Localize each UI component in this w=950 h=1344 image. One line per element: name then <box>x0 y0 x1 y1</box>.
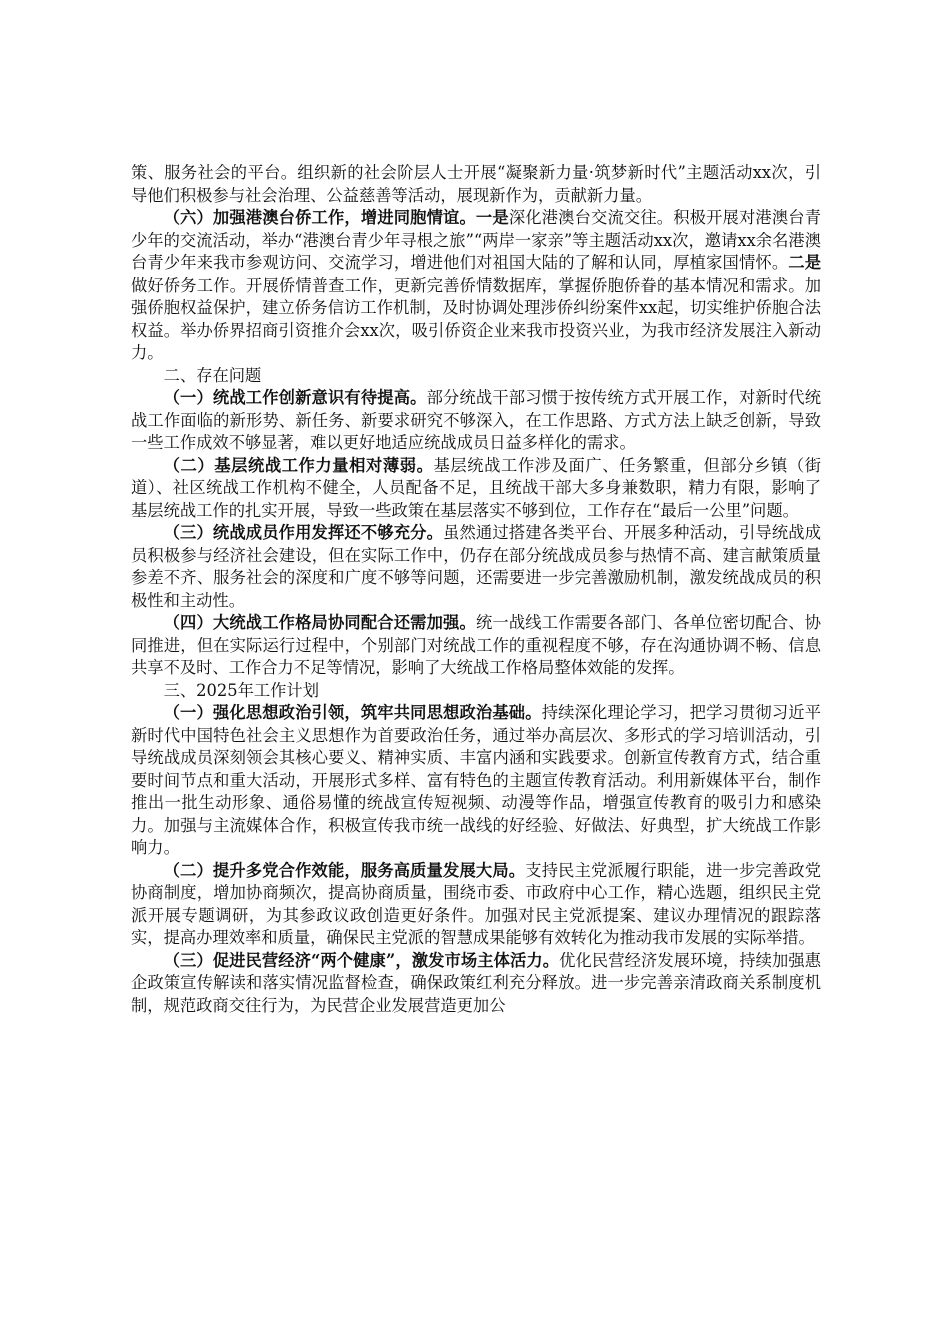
paragraph-text: 基层统战工作涉及面广、任务繁重，但部分乡镇（街道）、社区统战工作机构不健全，人员配备不足，且统战干部大多身兼数职，精力有限，影响了基层统战工作的扎实开展，导致一些政策在基层落实不够到位，工作存在“最后一公里”问题。 <box>131 455 821 520</box>
paragraph-text: 深化港澳台交流交往。积极开展对港澳台青少年的交流活动，举办“港澳台青少年寻根之旅”“两岸一家亲”等主题活动xx次，邀请xx余名港澳台青少年来我市参观访问、交流学习，增进他们对祖国大陆的了解和认同，厚植家国情怀。 <box>131 208 821 272</box>
paragraph-text: 策、服务社会的平台。组织新的社会阶层人士开展“凝聚新力量·筑梦新时代”主题活动xx次，引导他们积极参与社会治理、公益慈善等活动，展现新作为，贡献新力量。 <box>131 163 821 205</box>
paragraph-lead: （四）大统战工作格局协同配合还需加强。 <box>163 613 476 632</box>
paragraph-lead-2: 二是 <box>788 253 821 272</box>
section-heading-problems: 二、存在问题 <box>163 365 262 385</box>
section-heading-plan: 三、2025年工作计划 <box>163 680 319 700</box>
paragraph-text: 虽然通过搭建各类平台、开展多种活动，引导统战成员积极参与经济社会建设，但在实际工作中，仍存在部分统战成员参与热情不高、建言献策质量参差不齐、服务社会的深度和广度不够等问题，还需要进一步完善激励机制，激发统战成员的积极性和主动性。 <box>131 523 821 610</box>
paragraph-continuation <box>131 162 821 207</box>
paragraph-problem-1 <box>131 387 821 455</box>
paragraph-problem-2 <box>131 455 821 523</box>
paragraph-text-2: 做好侨务工作。开展侨情普查工作，更新完善侨情数据库，掌握侨胞侨眷的基本情况和需求。加强侨胞权益保护，建立侨务信访工作机制，及时协调处理涉侨纠纷案件xx起，切实维护侨胞合法权益。举办侨界招商引资推介会xx次，吸引侨资企业来我市投资兴业，为我市经济发展注入新动力。 <box>131 275 821 362</box>
paragraph-section-6 <box>131 207 821 365</box>
paragraph-plan-3 <box>131 950 821 1018</box>
paragraph-lead: （一）统战工作创新意识有待提高。 <box>163 388 427 407</box>
paragraph-plan-1 <box>131 702 821 860</box>
paragraph-lead: （三）统战成员作用发挥还不够充分。 <box>163 523 444 542</box>
paragraph-text: 持续深化理论学习，把学习贯彻习近平新时代中国特色社会主义思想作为首要政治任务，通过举办高层次、多形式的学习培训活动，引导统战成员深刻领会其核心要义、精神实质、丰富内涵和实践要求。创新宣传教育方式，结合重要时间节点和重大活动，开展形式多样、富有特色的主题宣传教育活动。利用新媒体平台，制作推出一批生动形象、通俗易懂的统战宣传短视频、动漫等作品，增强宣传教育的吸引力和感染力。加强与主流媒体合作，积极宣传我市统一战线的好经验、好做法、好典型，扩大统战工作影响力。 <box>131 703 821 857</box>
paragraph-lead: （二）提升多党合作效能，服务高质量发展大局。 <box>163 860 526 880</box>
paragraph-problem-3 <box>131 522 821 612</box>
paragraph-lead: （一）强化思想政治引领，筑牢共同思想政治基础。 <box>163 703 542 722</box>
paragraph-plan-2 <box>131 860 821 950</box>
paragraph-lead: （六）加强港澳台侨工作，增进同胞情谊。一是 <box>163 208 509 227</box>
paragraph-problem-4 <box>131 612 821 680</box>
paragraph-lead: （二）基层统战工作力量相对薄弱。 <box>163 455 434 475</box>
paragraph-text: 支持民主党派履行职能，进一步完善政党协商制度，增加协商频次，提高协商质量，围绕市委、市政府中心工作，精心选题，组织民主党派开展专题调研，为其参政议政创造更好条件。加强对民主党派提案、建议办理情况的跟踪落实，提高办理效率和质量，确保民主党派的智慧成果能够有效转化为推动我市发展的实际举措。 <box>131 860 821 947</box>
paragraph-text: 优化民营经济发展环境，持续加强惠企政策宣传解读和落实情况监督检查，确保政策红利充分释放。进一步完善亲清政商关系制度机制，规范政商交往行为，为民营企业发展营造更加公 <box>131 950 821 1015</box>
paragraph-text: 部分统战干部习惯于按传统方式开展工作，对新时代统战工作面临的新形势、新任务、新要求研究不够深入，在工作思路、方式方法上缺乏创新，导致一些工作成效不够显著，难以更好地适应统战成员日益多样化的需求。 <box>131 388 821 452</box>
paragraph-lead: （三）促进民营经济“两个健康”，激发市场主体活力。 <box>163 950 560 970</box>
document-page <box>131 162 821 1017</box>
paragraph-text: 统一战线工作需要各部门、各单位密切配合、协同推进，但在实际运行过程中，个别部门对统战工作的重视程度不够，存在沟通协调不畅、信息共享不及时、工作合力不足等情况，影响了大统战工作格局整体效能的发挥。 <box>131 613 821 677</box>
